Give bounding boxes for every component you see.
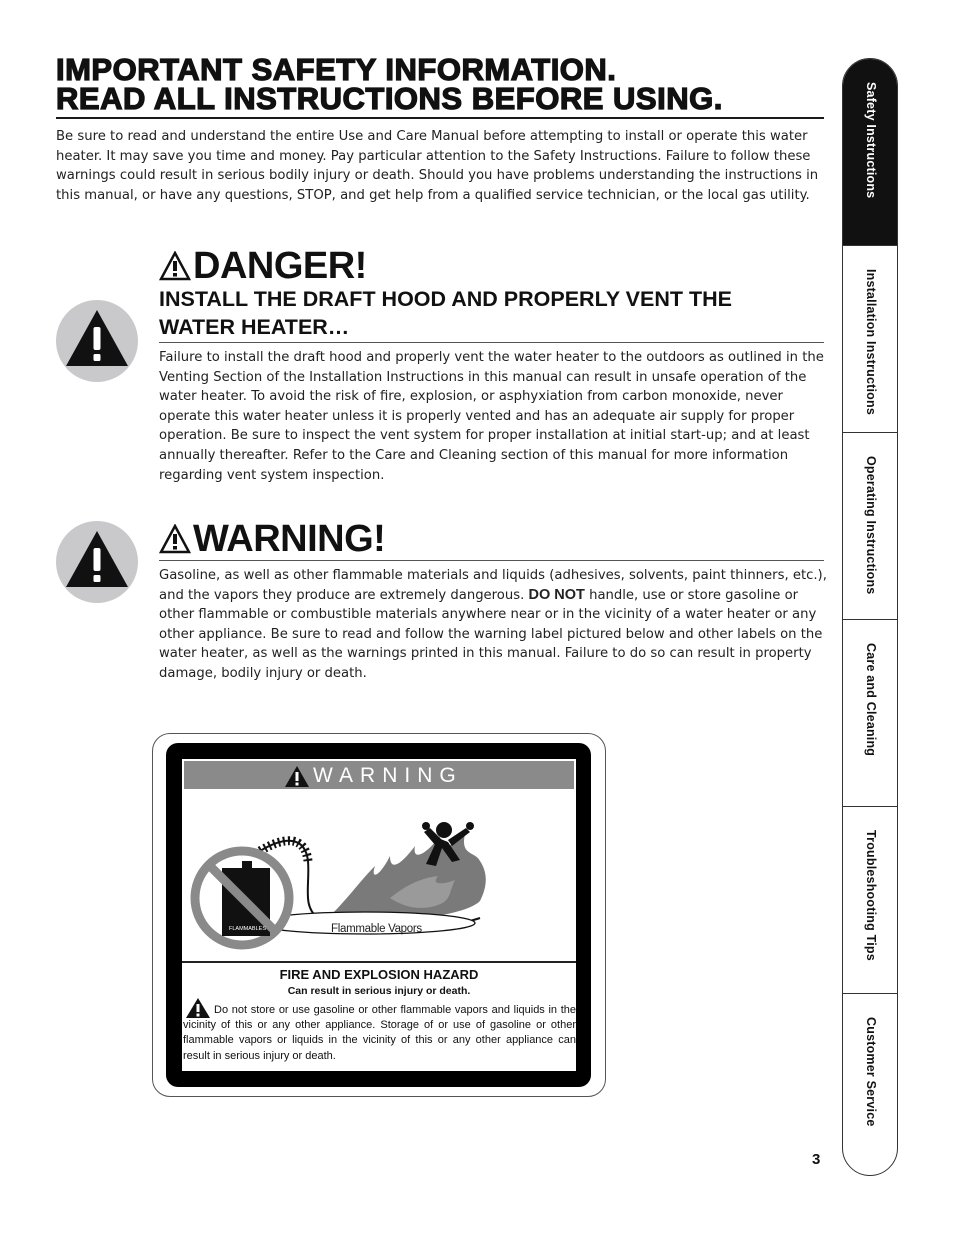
label-warning-icon <box>284 765 310 788</box>
danger-heading <box>159 246 367 286</box>
tab-customer-service[interactable] <box>843 994 898 1176</box>
tab-care-and-cleaning[interactable] <box>843 620 898 806</box>
tab-label: Care and Cleaning <box>864 643 878 757</box>
section-tabs <box>842 58 898 1176</box>
page-number: 3 <box>812 1151 821 1168</box>
intro-paragraph: Be sure to read and understand the entire Use and Care Manual before attempting to install or operate this water heater. It may save you time and money. Pay particular attention to the Safety Instructions. Failure to follow these warnings could result in serious bodily injury or death. Should you have problems understanding the instructions in this manual, or have any questions, STOP, and get help from a qualified service technician, or the local gas utility. <box>56 129 819 203</box>
tab-label: Operating Instructions <box>864 456 878 595</box>
warning-body <box>159 566 827 684</box>
danger-heading-text: DANGER! <box>193 245 367 287</box>
danger-alert-icon <box>56 300 138 382</box>
warning-heading-text: WARNING! <box>193 518 386 560</box>
warning-triangle-icon <box>159 251 191 281</box>
warning-triangle-icon <box>159 524 191 554</box>
tab-installation-instructions[interactable] <box>843 246 898 432</box>
tab-safety-instructions[interactable] <box>843 59 898 245</box>
warning-label-divider <box>182 961 576 963</box>
tab-operating-instructions[interactable] <box>843 433 898 619</box>
title-divider <box>56 117 824 119</box>
warning-alert-icon <box>56 521 138 603</box>
danger-divider <box>159 342 824 343</box>
tab-label: Safety Instructions <box>864 82 878 199</box>
page-title <box>56 52 824 116</box>
warning-do-not: DO NOT <box>528 586 585 603</box>
warning-body-end: handle, use or store gasoline or other flammable or combustible materials anywhere near or in the vicinity of a water heater or any other appliance. Be sure to read and follow the warning label pictured below and other labels on the water heater, as well as the warnings printed in this manual. Failure to do so can result in property damage, bodily injury or death. <box>159 587 823 681</box>
warning-heading <box>159 519 385 559</box>
flammable-vapors-text: Flammable Vapors <box>331 923 422 935</box>
page-title-line-1: IMPORTANT SAFETY INFORMATION. <box>56 52 617 87</box>
warning-divider <box>159 560 824 561</box>
tab-label: Customer Service <box>864 1017 878 1127</box>
tab-troubleshooting-tips[interactable] <box>843 807 898 993</box>
danger-subheading: INSTALL THE DRAFT HOOD AND PROPERLY VENT THE WATER HEATER… <box>159 287 732 339</box>
warning-body-start: Gasoline, as well as other flammable materials and liquids (adhesives, solvents, paint thinners, etc.), and the vapors they produce are extremely dangerous. <box>159 568 827 603</box>
hazard-body: Do not store or use gasoline or other flammable vapors and liquids in the vicinity of this or any other appliance. Storage of or use of gasoline or other flammable vapors or liquids in the vicinity of this or any other appliance can result in serious injury or death. <box>183 1004 576 1062</box>
tab-label: Installation Instructions <box>864 269 878 415</box>
tab-label: Troubleshooting Tips <box>864 830 878 961</box>
hazard-subtitle: Can result in serious injury or death. <box>287 985 471 997</box>
can-label-text: FLAMMABLES <box>229 926 266 932</box>
danger-body: Failure to install the draft hood and properly vent the water heater to the outdoors as outlined in the Venting Section of the Installation Instructions in this manual can result in unsafe operation of the water heater. To avoid the risk of fire, explosion, or asphyxiation from carbon monoxide, never operate this water heater unless it is properly vented and has an adequate air supply for proper operation. Be sure to inspect the vent system for proper installation at initial start-up; and at least annually thereafter. Refer to the Care and Cleaning section of this manual for more information regarding vent system inspection. <box>159 350 824 483</box>
label-bar-text: WARNING <box>313 764 463 787</box>
hazard-title: FIRE AND EXPLOSION HAZARD <box>279 967 479 982</box>
page-title-line-2: READ ALL INSTRUCTIONS BEFORE USING. <box>56 81 723 116</box>
